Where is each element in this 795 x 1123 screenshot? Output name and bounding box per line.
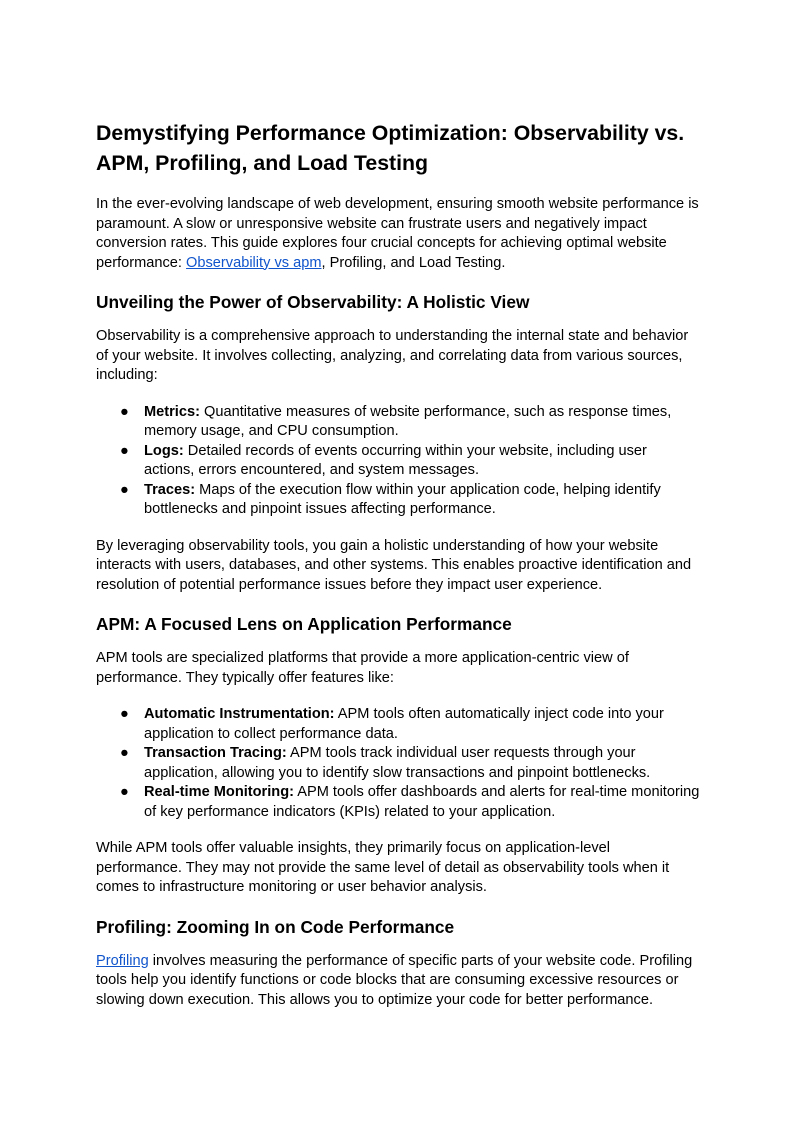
list-item-text: Detailed records of events occurring within your website, including user actions, errors encountered, and system messages. — [144, 442, 647, 478]
list-item — [120, 403, 700, 442]
list-item-term: Automatic Instrumentation: — [144, 706, 335, 722]
document-page — [96, 118, 700, 1027]
bullet-icon: ● — [120, 745, 129, 761]
list-item-text: Maps of the execution flow within your application code, helping identify bottlenecks and pinpoint issues affecting performance. — [144, 481, 661, 517]
list-item — [120, 744, 700, 783]
bullet-icon: ● — [120, 481, 129, 498]
apm-paragraph-2: While APM tools offer valuable insights, they primarily focus on application-level performance. They may not provide the same level of detail as observability tools when it comes to infrastructure monitoring or user behavior analysis. — [96, 840, 670, 895]
list-item-term: Real-time Monitoring: — [144, 784, 294, 800]
profiling-paragraph — [96, 952, 700, 1011]
profiling-heading: Profiling: Zooming In on Code Performance — [96, 916, 455, 937]
intro-text-before: In the ever-evolving landscape of web development, ensuring smooth website performance is paramount. A slow or unresponsive website can frustrate users and negatively impact conversion rates. This guide explores four crucial concepts for achieving optimal website performance: — [96, 196, 699, 271]
bullet-icon: ● — [120, 706, 129, 722]
intro-paragraph — [96, 195, 700, 273]
list-item — [120, 705, 700, 744]
profiling-link[interactable]: Profiling — [96, 952, 149, 969]
apm-heading: APM: A Focused Lens on Application Performance — [96, 614, 512, 634]
list-item-term: Metrics: — [144, 403, 200, 420]
list-item-term: Traces: — [144, 481, 196, 498]
intro-text-after: , Profiling, and Load Testing. — [321, 254, 506, 271]
observability-paragraph-1: Observability is a comprehensive approach to understanding the internal state and behavior of your website. It involves collecting, analyzing, and correlating data from various sources, including: — [96, 328, 689, 383]
observability-vs-apm-link[interactable]: Observability vs apm — [186, 254, 322, 271]
list-item — [120, 783, 700, 822]
observability-list — [96, 403, 700, 520]
page-title: Demystifying Performance Optimization: Observability vs. APM, Profiling, and Load Testing — [96, 121, 685, 175]
list-item-term: Logs: — [144, 442, 184, 459]
list-item-text: APM tools often automatically inject code into your application to collect performance data. — [144, 706, 664, 742]
observability-heading: Unveiling the Power of Observability: A Holistic View — [96, 292, 530, 312]
list-item — [120, 481, 700, 520]
list-item — [120, 442, 700, 481]
list-item-term: Transaction Tracing: — [144, 745, 287, 761]
list-item-text: APM tools offer dashboards and alerts for real-time monitoring of key performance indicators (KPIs) related to your application. — [144, 784, 700, 820]
list-item-text: APM tools track individual user requests through your application, allowing you to identify slow transactions and pinpoint bottlenecks. — [144, 745, 651, 781]
bullet-icon: ● — [120, 403, 129, 420]
profiling-text: involves measuring the performance of specific parts of your website code. Profiling tools help you identify functions or code blocks that are consuming excessive resources or slowing down execution. This allows you to optimize your code for better performance. — [96, 952, 693, 1008]
apm-list — [96, 705, 700, 822]
apm-paragraph-1: APM tools are specialized platforms that provide a more application-centric view of performance. They typically offer features like: — [96, 650, 629, 686]
bullet-icon: ● — [120, 442, 129, 459]
observability-paragraph-2: By leveraging observability tools, you gain a holistic understanding of how your website interacts with users, databases, and other systems. This enables proactive identification and resolution of potential performance issues before they impact user experience. — [96, 537, 692, 593]
bullet-icon: ● — [120, 784, 129, 800]
list-item-text: Quantitative measures of website performance, such as response times, memory usage, and CPU consumption. — [144, 403, 672, 439]
